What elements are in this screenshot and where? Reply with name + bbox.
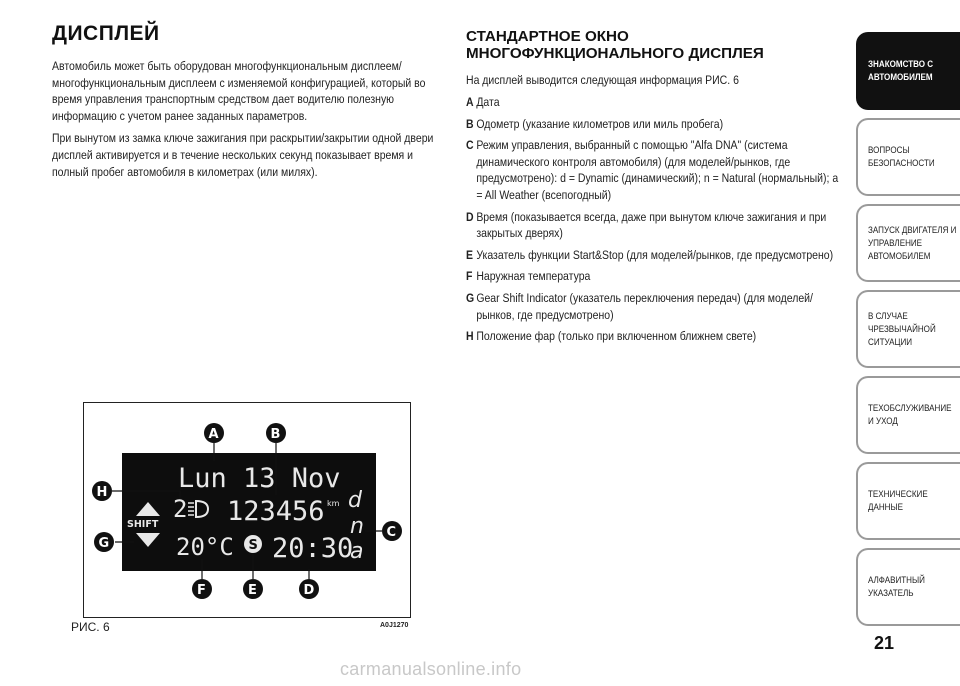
item-text: Указатель функции Start&Stop (для моделей/рынков, где предусмотрено) bbox=[476, 247, 834, 262]
list-item bbox=[466, 94, 844, 111]
lcd-time: 20:30 bbox=[272, 533, 354, 564]
item-letter: H bbox=[466, 329, 474, 344]
start-stop-letter: S bbox=[248, 538, 258, 553]
section-title-standard-window bbox=[466, 29, 846, 62]
lcd-temperature: 20°C bbox=[176, 533, 234, 561]
title-line-1: СТАНДАРТНОЕ ОКНО bbox=[466, 28, 629, 45]
callout-c bbox=[382, 521, 402, 541]
tab-maintenance[interactable] bbox=[856, 376, 960, 454]
lcd-gear: 2 bbox=[173, 495, 188, 523]
item-letter: G bbox=[466, 290, 475, 305]
lcd-odometer: 123456 bbox=[227, 496, 325, 527]
item-letter: A bbox=[466, 95, 474, 109]
tab-label: ТЕХОБСЛУЖИВАНИЕ И УХОД bbox=[868, 403, 952, 427]
item-text: Gear Shift Indicator (указатель переключения передач) (для моделей/рынков, где предусмотрено) bbox=[476, 290, 813, 322]
list-item bbox=[466, 209, 844, 242]
callout-letter: B bbox=[270, 427, 281, 442]
mode-n: n bbox=[350, 514, 364, 539]
title-line-2: МНОГОФУНКЦИОНАЛЬНОГО ДИСПЛЕЯ bbox=[466, 44, 764, 62]
item-text: Дата bbox=[476, 95, 500, 109]
callout-letter: D bbox=[303, 583, 315, 598]
tab-index[interactable] bbox=[856, 548, 960, 626]
callout-d bbox=[299, 579, 319, 599]
tab-label: ЗАПУСК ДВИГАТЕЛЯ И УПРАВЛЕНИЕ АВТОМОБИЛЕМ bbox=[868, 224, 957, 262]
item-text: Время (показывается всегда, даже при вынутом ключе зажигания и при закрытых дверях) bbox=[476, 209, 827, 241]
tab-label: ЗНАКОМСТВО С АВТОМОБИЛЕМ bbox=[868, 59, 934, 83]
page-number: 21 bbox=[874, 633, 895, 653]
callout-b bbox=[266, 423, 286, 443]
list-item bbox=[466, 290, 844, 323]
info-intro: На дисплей выводится следующая информация РИС. 6 bbox=[466, 73, 739, 87]
list-item bbox=[466, 137, 844, 203]
info-list bbox=[466, 94, 846, 345]
paragraph-key-removed: При вынутом из замка ключе зажигания при раскрытии/закрытии одной двери дисплей активируется и в течение нескольких секунд показывает время и полный пробег автомобиля в километрах (или милях). bbox=[52, 131, 434, 179]
figure-caption: РИС. 6 bbox=[71, 620, 110, 634]
shift-label: SHIFT bbox=[127, 519, 159, 530]
item-letter: E bbox=[466, 247, 474, 262]
callout-letter: H bbox=[96, 485, 108, 500]
tab-label: ВОПРОСЫ БЕЗОПАСНОСТИ bbox=[868, 145, 935, 169]
figure-display-illustration bbox=[83, 402, 411, 618]
mode-a: a bbox=[350, 539, 364, 564]
item-letter: B bbox=[466, 116, 474, 131]
tab-label: ТЕХНИЧЕСКИЕ ДАННЫЕ bbox=[868, 489, 928, 513]
callout-letter: A bbox=[208, 427, 219, 442]
item-text: Режим управления, выбранный с помощью "Alfa DNA" (система динамического контроля автомобиля) (для моделей/рынков, где предусмотрено): d = Dynamic (динамический); n = Natural (нормальный); a = All Weather (всепогодный) bbox=[476, 138, 839, 202]
tab-label: АЛФАВИТНЫЙ УКАЗАТЕЛЬ bbox=[868, 575, 925, 599]
list-item bbox=[466, 268, 844, 285]
lcd-odometer-unit: km bbox=[327, 499, 340, 508]
tab-label: В СЛУЧАЕ ЧРЕЗВЫЧАЙНОЙ СИТУАЦИИ bbox=[868, 310, 936, 348]
item-letter: C bbox=[466, 138, 474, 153]
figure-code: A0J1270 bbox=[380, 622, 409, 629]
callout-f bbox=[192, 579, 212, 599]
callout-a bbox=[204, 423, 224, 443]
callout-letter: C bbox=[386, 525, 397, 540]
list-item bbox=[466, 116, 844, 133]
item-text: Одометр (указание километров или миль пробега) bbox=[476, 116, 724, 131]
callout-h bbox=[92, 481, 112, 501]
callout-letter: F bbox=[197, 583, 206, 598]
item-letter: F bbox=[466, 269, 473, 284]
tab-getting-to-know[interactable] bbox=[856, 32, 960, 110]
item-text: Положение фар (только при включенном ближнем свете) bbox=[476, 329, 757, 344]
paragraph-intro: Автомобиль может быть оборудован многофункциональным дисплеем/многофункциональным дисплеем с изменяемой конфигурацией, который во время управления транспортным средством дает водителю полезную информацию с учетом ранее заданных параметров. bbox=[52, 59, 426, 123]
lcd-date: Lun 13 Nov bbox=[178, 463, 341, 494]
right-column bbox=[466, 29, 846, 350]
tab-emergency[interactable] bbox=[856, 290, 960, 368]
callout-letter: E bbox=[248, 583, 257, 598]
callout-e bbox=[243, 579, 263, 599]
tab-safety[interactable] bbox=[856, 118, 960, 196]
item-text: Наружная температура bbox=[476, 269, 591, 284]
callout-g bbox=[94, 532, 114, 552]
left-column bbox=[52, 22, 437, 186]
watermark: carmanualsonline.info bbox=[340, 659, 522, 679]
display-diagram bbox=[84, 403, 410, 617]
tab-technical-data[interactable] bbox=[856, 462, 960, 540]
callout-letter: G bbox=[98, 536, 110, 551]
list-item bbox=[466, 328, 844, 345]
tab-starting-driving[interactable] bbox=[856, 204, 960, 282]
section-title-display: ДИСПЛЕЙ bbox=[52, 22, 160, 45]
item-letter: D bbox=[466, 209, 474, 224]
mode-d: d bbox=[348, 488, 362, 513]
list-item bbox=[466, 247, 844, 264]
